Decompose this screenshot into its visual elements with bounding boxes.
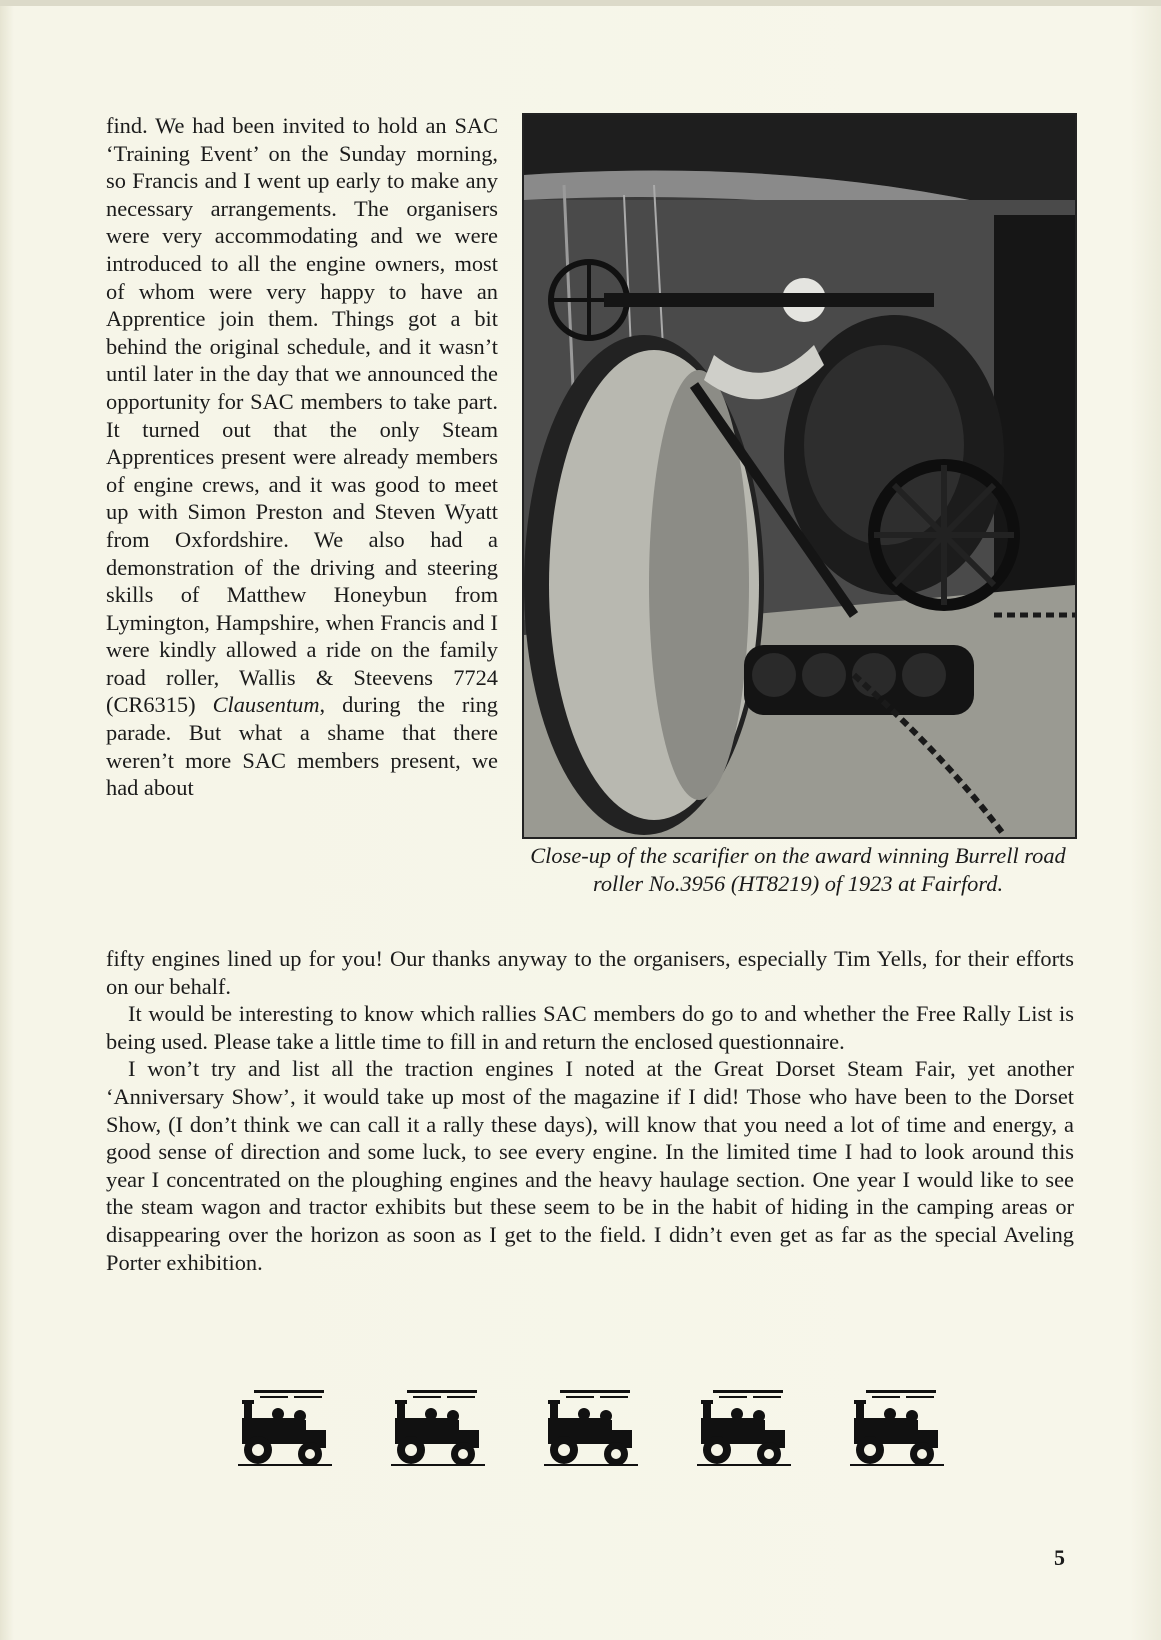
traction-engine-icon [850,1390,944,1468]
column-text-part-2: , during the ring parade. But what a shame that there weren’t more SAC members present, we had about [106,692,498,801]
traction-engine-icon [544,1390,638,1468]
traction-engine-row [238,1390,938,1470]
page-top-edge [0,0,1161,6]
photo-caption: Close-up of the scarifier on the award winning Burrell road roller No.3956 (HT8219) of 1923 at Fairford. [530,843,1066,896]
page-number: 5 [1054,1545,1065,1570]
article-full-width-text [106,945,1074,1276]
article-paragraph: It would be interesting to know which rallies SAC members do go to and whether the Free Rally List is being used. Please take a little time to fill in and return the enclosed questionnaire. [106,1001,1074,1054]
traction-engine-icon [238,1390,332,1468]
article-paragraph-continued [106,112,498,802]
article-paragraph: I won’t try and list all the traction engines I noted at the Great Dorset Steam Fair, yet another ‘Anniversary Show’, it would take up most of the magazine if I did! Those who have been to the Dorset Show, (I don’t think we can call it a rally these days), will know that you need a lot of time and energy, a good sense of direction and some luck, to see every engine. In the limited time I had to look around this year I concentrated on the ploughing engines and the heavy haulage section. One year I would like to see the steam wagon and tractor exhibits but these seem to be in the habit of hiding in the camping areas or disappearing over the horizon as soon as I get to the field. I didn’t even get as far as the special Aveling Porter exhibition. [106,1056,1074,1275]
article-column-text [106,112,498,802]
traction-engine-icon [391,1390,485,1468]
column-text-part-1: find. We had been invited to hold an SAC ‘Training Event’ on the Sunday morning, so Francis and I went up early to make any necessary arrangements. The organisers were very accommodating and we were introduced to all the engine owners, most of whom were very happy to have an Apprentice join them. Things got a bit behind the original schedule, and it wasn’t until later in the day that we announced the opportunity for SAC members to take part. It turned out that the only Steam Apprentices present were already members of engine crews, and it was good to meet up with Simon Preston and Steven Wyatt from Oxfordshire. We also had a demonstration of the driving and steering skills of Matthew Honeybun from Lymington, Hampshire, when Francis and I were kindly allowed a ride on the family road roller, Wallis & Steevens 7724 (CR6315) [106,113,498,718]
article-paragraph: fifty engines lined up for you! Our thanks anyway to the organisers, especially Tim Yells, for their efforts on our behalf. [106,946,1074,999]
road-roller-photo [522,113,1077,839]
engine-name-italic: Clausentum [212,692,320,718]
photo-illustration [524,115,1075,837]
traction-engine-icon [697,1390,791,1468]
